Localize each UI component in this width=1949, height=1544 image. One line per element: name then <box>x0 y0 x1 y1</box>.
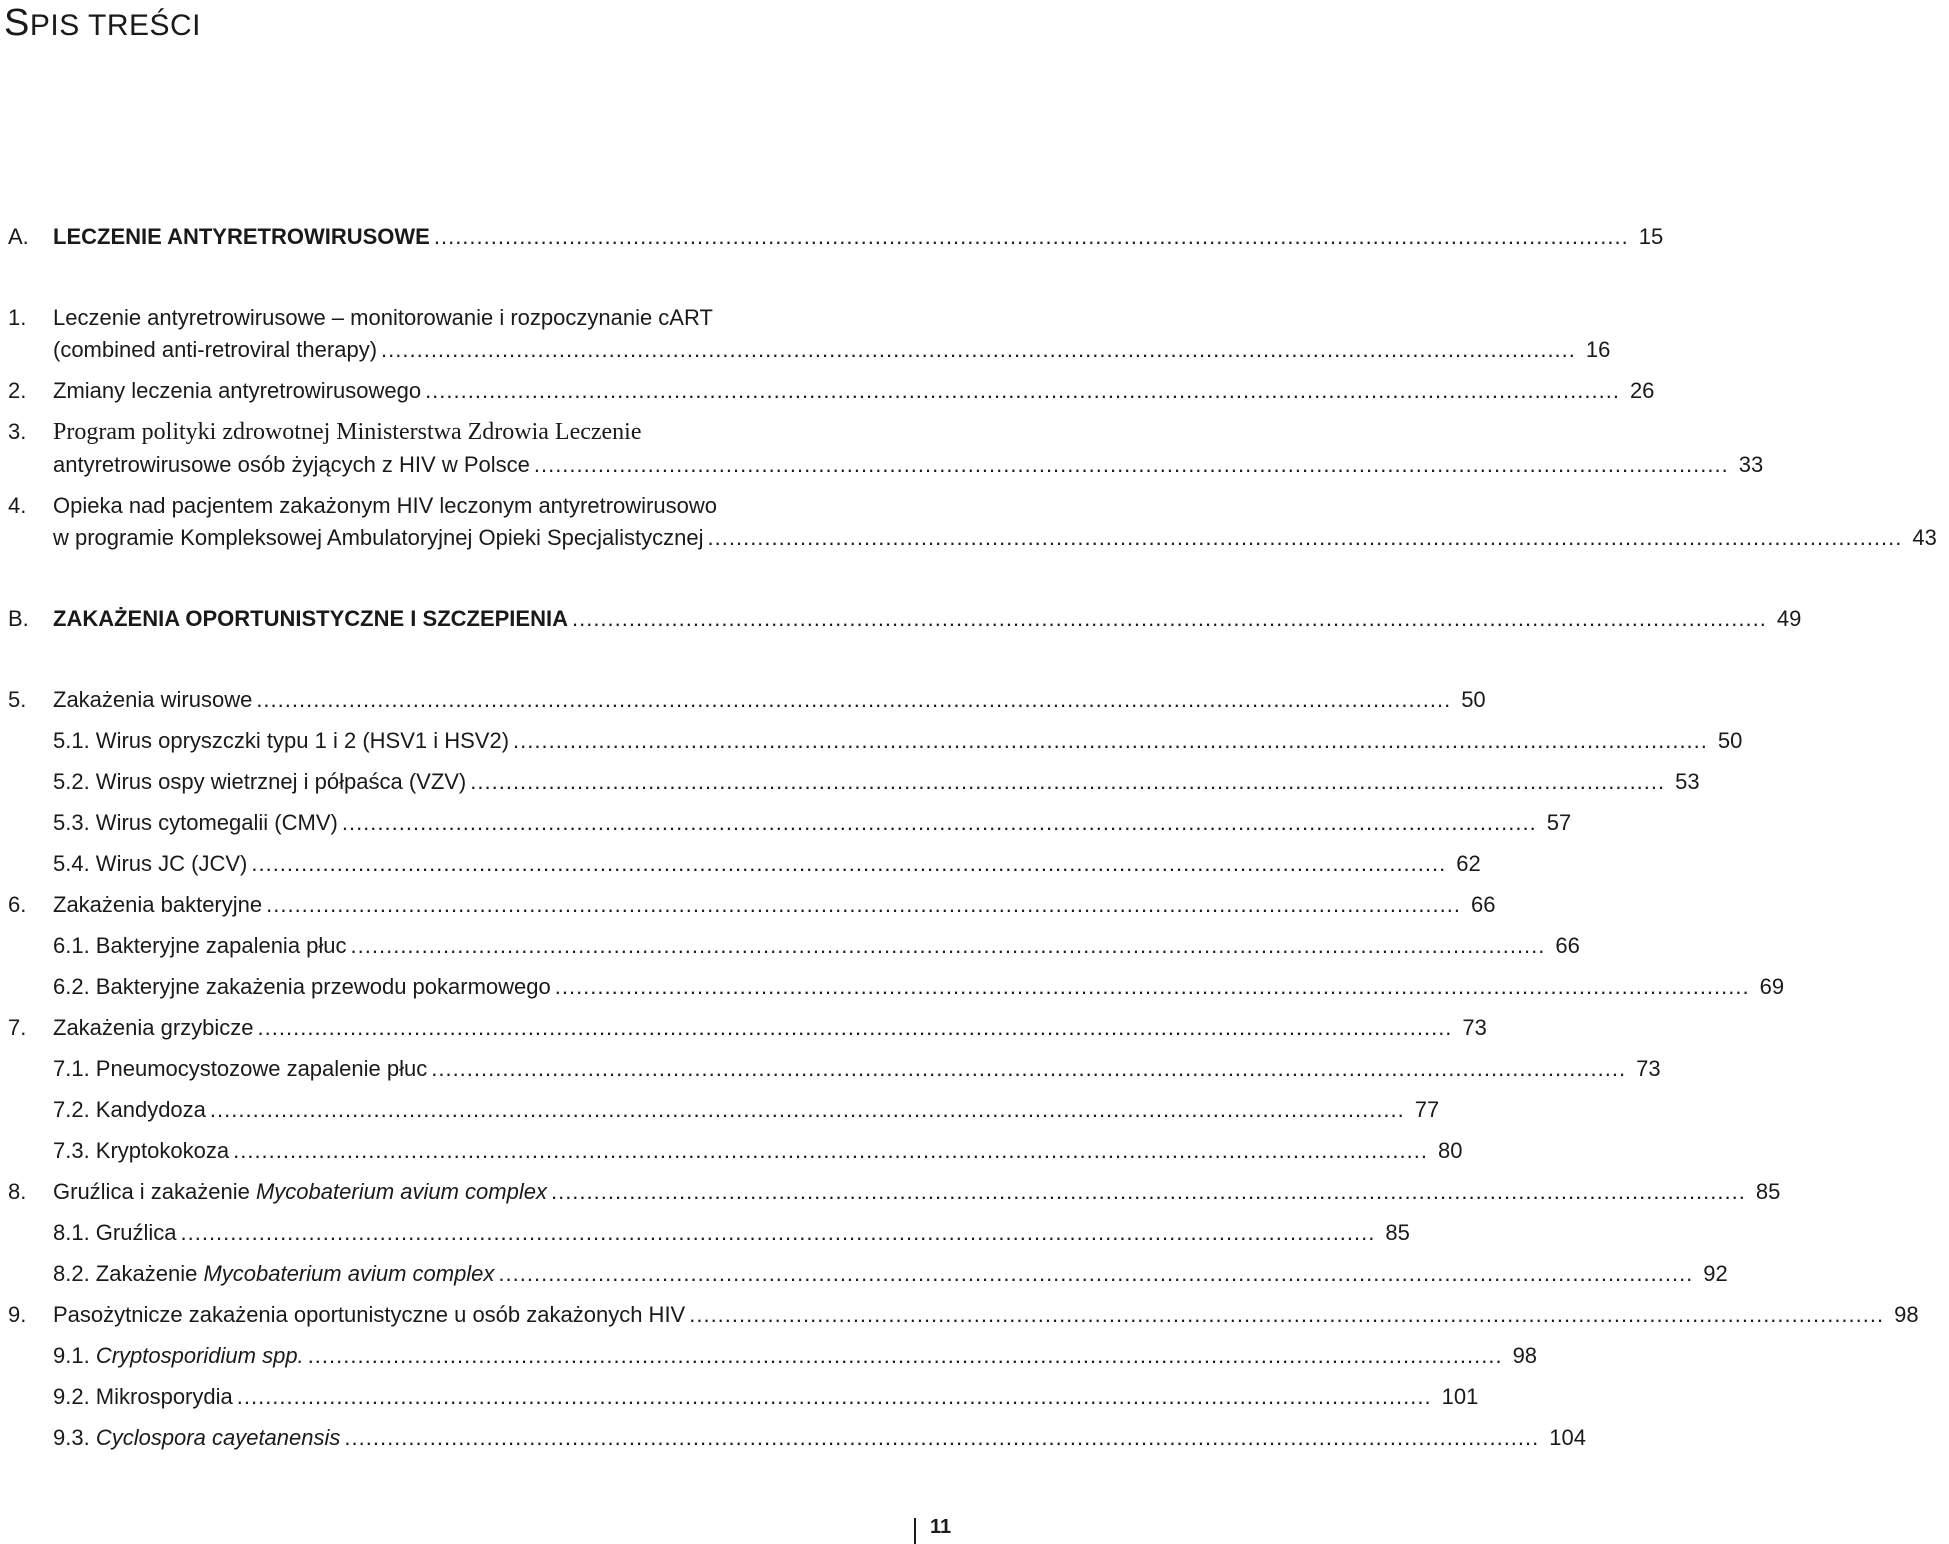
toc-entry-6[interactable]: 6. Zakażenia bakteryjne ........................................................................................................................................................................ 66 <box>0 887 960 923</box>
toc-entry-title: 5.4. Wirus JC (JCV) <box>53 851 248 876</box>
toc-entry-section-a[interactable]: A. LECZENIE ANTYRETROWIRUSOWE ........................................................................................................................................................................ 15 <box>0 219 960 255</box>
toc-entry-section-b[interactable]: B. ZAKAŻENIA OPORTUNISTYCZNE I SZCZEPIENIA ........................................................................................................................................................................ 49 <box>0 601 960 637</box>
toc-entry-4[interactable]: 4. Opieka nad pacjentem zakażonym HIV leczonym antyretrowirusowo <box>0 488 960 524</box>
toc-entry-3-continued[interactable]: antyretrowirusowe osób żyjących z HIV w Polsce ........................................................................................................................................................................ 33 <box>0 447 960 483</box>
toc-entry-1-continued[interactable]: (combined anti-retroviral therapy) ........................................................................................................................................................................ 16 <box>0 332 960 368</box>
toc-page-number: 73 <box>1636 1056 1661 1081</box>
toc-page-number: 50 <box>1717 728 1743 753</box>
toc-page-number: 16 <box>1585 337 1611 362</box>
toc-entry-title: 8.1. Gruźlica <box>53 1220 177 1245</box>
toc-page-number: 69 <box>1759 974 1785 999</box>
toc-entry-title: (combined anti-retroviral therapy) <box>53 337 378 362</box>
toc-entry-8-1[interactable]: 8.1. Gruźlica ........................................................................................................................................................................ 85 <box>0 1215 960 1251</box>
toc-entry-title: Pasożytnicze zakażenia oportunistyczne u osób zakażonych HIV <box>53 1302 686 1327</box>
toc-page-number: 98 <box>1512 1343 1538 1368</box>
page-title: SPIS TREŚCI <box>4 2 202 44</box>
toc-page-number: 80 <box>1437 1138 1463 1163</box>
toc-page-number: 53 <box>1675 769 1700 794</box>
toc-entry-title: 7.3. Kryptokokoza <box>53 1138 230 1163</box>
toc-entry-title: 9.3. Cyclospora cayetanensis <box>53 1425 341 1450</box>
toc-page-number: 104 <box>1549 1425 1586 1450</box>
toc-entry-7-2[interactable]: 7.2. Kandydoza ........................................................................................................................................................................ 77 <box>0 1092 960 1128</box>
toc-entry-8[interactable]: 8. Gruźlica i zakażenie Mycobaterium avium complex ........................................................................................................................................................................ 85 <box>0 1174 960 1210</box>
toc-page-number: 73 <box>1462 1015 1487 1040</box>
toc-entry-title: Opieka nad pacjentem zakażonym HIV leczonym antyretrowirusowo <box>53 493 717 518</box>
toc-entry-title: 7.2. Kandydoza <box>53 1097 206 1122</box>
toc-entry-title: 5.3. Wirus cytomegalii (CMV) <box>53 810 338 835</box>
toc-page-number: 66 <box>1555 933 1580 958</box>
toc-entry-title: Zakażenia grzybicze <box>53 1015 254 1040</box>
toc-page-number: 66 <box>1471 892 1496 917</box>
toc-page-number: 85 <box>1755 1179 1781 1204</box>
toc-entry-title: 5.1. Wirus opryszczki typu 1 i 2 (HSV1 i HSV2) <box>53 728 510 753</box>
toc-entry-8-2[interactable]: 8.2. Zakażenie Mycobaterium avium complex ........................................................................................................................................................................ 92 <box>0 1256 960 1292</box>
toc-entry-1[interactable]: 1. Leczenie antyretrowirusowe – monitorowanie i rozpoczynanie cART <box>0 300 960 336</box>
toc-entry-3[interactable]: 3. Program polityki zdrowotnej Ministerstwa Zdrowia Leczenie <box>0 414 960 450</box>
toc-entry-title: Gruźlica i zakażenie Mycobaterium avium complex <box>53 1179 547 1204</box>
toc-entry-title: 5.2. Wirus ospy wietrznej i półpaśca (VZV) <box>53 769 467 794</box>
toc-entry-title: ZAKAŻENIA OPORTUNISTYCZNE I SZCZEPIENIA <box>53 606 568 631</box>
toc-entry-title: antyretrowirusowe osób żyjących z HIV w Polsce <box>53 452 530 477</box>
toc-page-number: 33 <box>1738 452 1764 477</box>
toc-page-number: 57 <box>1546 810 1572 835</box>
toc-entry-4-continued[interactable]: w programie Kompleksowej Ambulatoryjnej Opieki Specjalistycznej ........................................................................................................................................................................ 43 <box>0 520 960 556</box>
toc-entry-5-2[interactable]: 5.2. Wirus ospy wietrznej i półpaśca (VZV) ........................................................................................................................................................................ 53 <box>0 764 960 800</box>
footer-divider <box>914 1518 916 1544</box>
toc-entry-title: Leczenie antyretrowirusowe – monitorowanie i rozpoczynanie cART <box>53 305 713 330</box>
toc-entry-9-3[interactable]: 9.3. Cyclospora cayetanensis ........................................................................................................................................................................ 104 <box>0 1420 960 1456</box>
toc-page-number: 92 <box>1703 1261 1728 1286</box>
toc-entry-title: 8.2. Zakażenie Mycobaterium avium complex <box>53 1261 495 1286</box>
toc-entry-9-2[interactable]: 9.2. Mikrosporydia ........................................................................................................................................................................ 101 <box>0 1379 960 1415</box>
toc-page-number: 101 <box>1441 1384 1479 1409</box>
toc-entry-title: 6.1. Bakteryjne zapalenia płuc <box>53 933 347 958</box>
toc-entry-6-1[interactable]: 6.1. Bakteryjne zapalenia płuc ........................................................................................................................................................................ 66 <box>0 928 960 964</box>
toc-entry-6-2[interactable]: 6.2. Bakteryjne zakażenia przewodu pokarmowego ........................................................................................................................................................................ 69 <box>0 969 960 1005</box>
toc-entry-5-3[interactable]: 5.3. Wirus cytomegalii (CMV) ........................................................................................................................................................................ 57 <box>0 805 960 841</box>
toc-entry-title: Zakażenia wirusowe <box>53 687 253 712</box>
toc-entry-title: LECZENIE ANTYRETROWIRUSOWE <box>53 224 430 249</box>
toc-page-number: 62 <box>1456 851 1481 876</box>
toc-entry-9-1[interactable]: 9.1. Cryptosporidium spp. ........................................................................................................................................................................ 98 <box>0 1338 960 1374</box>
toc-entry-9[interactable]: 9. Pasożytnicze zakażenia oportunistyczne u osób zakażonych HIV ........................................................................................................................................................................ 98 <box>0 1297 960 1333</box>
toc-page-number: 26 <box>1629 378 1655 403</box>
toc-entry-title: 7.1. Pneumocystozowe zapalenie płuc <box>53 1056 428 1081</box>
toc-entry-title: 6.2. Bakteryjne zakażenia przewodu pokarmowego <box>53 974 551 999</box>
toc-entry-title: Zmiany leczenia antyretrowirusowego <box>53 378 422 403</box>
toc-entry-5[interactable]: 5. Zakażenia wirusowe ........................................................................................................................................................................ 50 <box>0 682 960 718</box>
toc-entry-7[interactable]: 7. Zakażenia grzybicze ........................................................................................................................................................................ 73 <box>0 1010 960 1046</box>
toc-page-number: 49 <box>1776 606 1802 631</box>
toc-page-number: 77 <box>1414 1097 1440 1122</box>
toc-entry-7-3[interactable]: 7.3. Kryptokokoza ........................................................................................................................................................................ 80 <box>0 1133 960 1169</box>
footer-page-number: 11 <box>930 1516 952 1538</box>
toc-entry-title: 9.2. Mikrosporydia <box>53 1384 233 1409</box>
toc-entry-2[interactable]: 2. Zmiany leczenia antyretrowirusowego ........................................................................................................................................................................ 26 <box>0 373 960 409</box>
toc-entry-title: Zakażenia bakteryjne <box>53 892 263 917</box>
toc-page-number: 98 <box>1894 1302 1919 1327</box>
toc-page-number: 15 <box>1638 224 1664 249</box>
toc-entry-7-1[interactable]: 7.1. Pneumocystozowe zapalenie płuc ........................................................................................................................................................................ 73 <box>0 1051 960 1087</box>
toc-entry-title: Program polityki zdrowotnej Ministerstwa Zdrowia Leczenie <box>53 419 642 445</box>
toc-page-number: 43 <box>1912 525 1937 550</box>
toc-page-number: 50 <box>1461 687 1486 712</box>
toc-page-number: 85 <box>1385 1220 1410 1245</box>
toc-entry-5-4[interactable]: 5.4. Wirus JC (JCV) ........................................................................................................................................................................ 62 <box>0 846 960 882</box>
toc-entry-title: 9.1. Cryptosporidium spp. <box>53 1343 304 1368</box>
toc-entry-5-1[interactable]: 5.1. Wirus opryszczki typu 1 i 2 (HSV1 i HSV2) ........................................................................................................................................................................ 50 <box>0 723 960 759</box>
toc-entry-title: w programie Kompleksowej Ambulatoryjnej Opieki Specjalistycznej <box>53 525 704 550</box>
